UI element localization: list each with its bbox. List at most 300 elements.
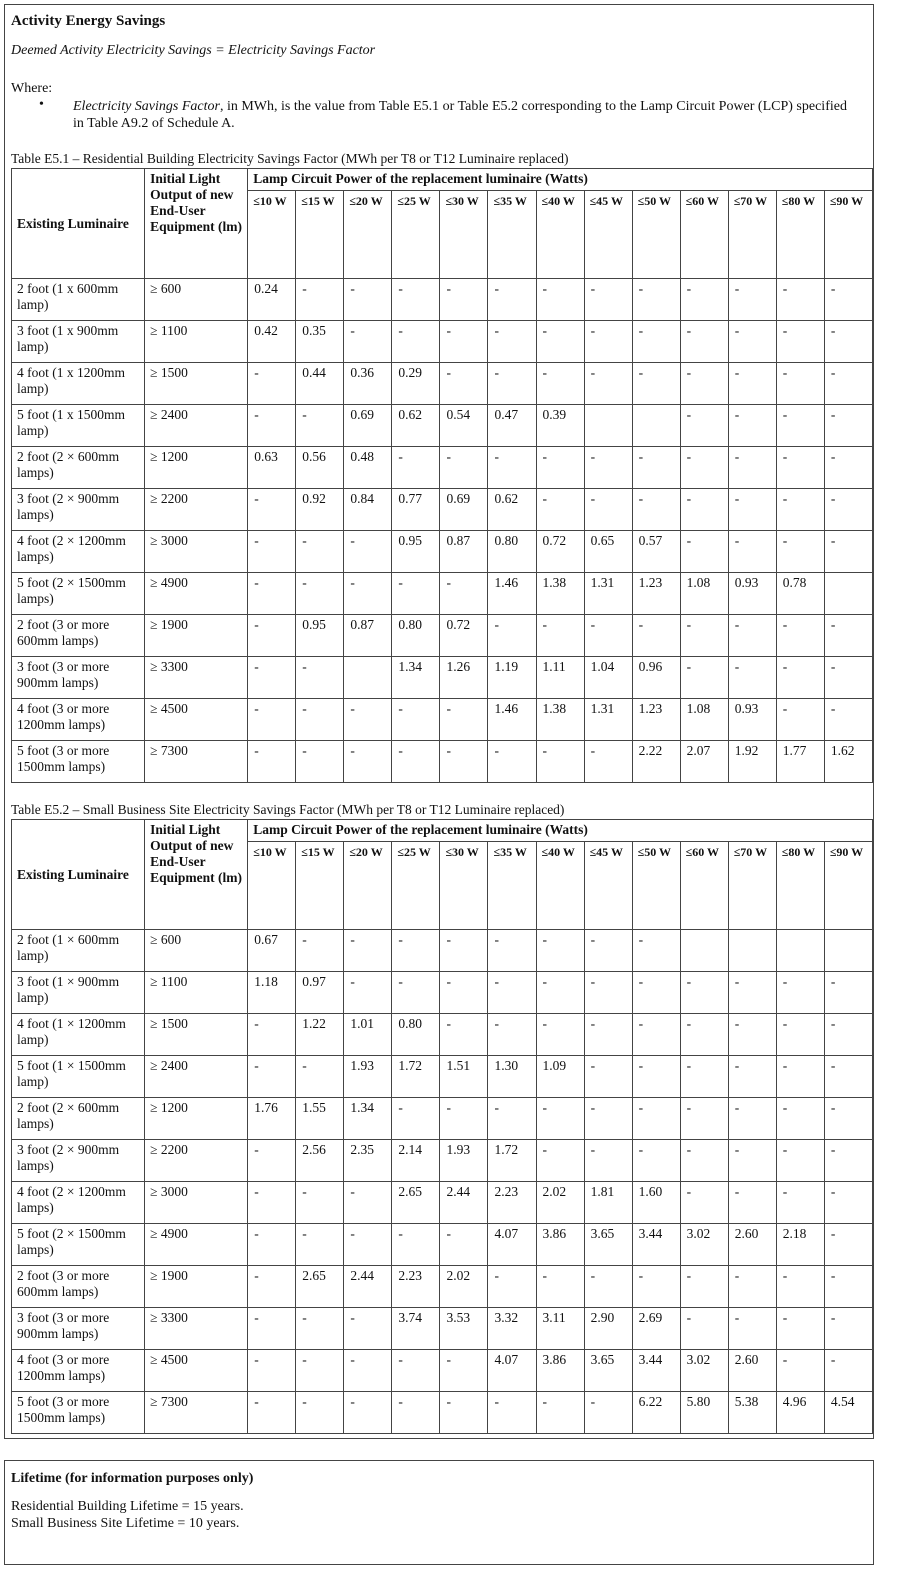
savings-factor-cell (344, 657, 392, 699)
initial-output-cell: ≥ 1200 (145, 447, 248, 489)
header-watt-bucket: ≤60 W (680, 191, 728, 279)
savings-factor-cell: - (248, 1224, 296, 1266)
initial-output-cell: ≥ 4500 (145, 699, 248, 741)
header-watt-bucket: ≤70 W (728, 191, 776, 279)
savings-factor-cell: - (296, 930, 344, 972)
savings-factor-cell: 3.02 (680, 1224, 728, 1266)
savings-factor-cell: - (680, 279, 728, 321)
savings-factor-cell: 0.77 (392, 489, 440, 531)
header-watt-bucket: ≤45 W (584, 191, 632, 279)
savings-factor-cell: - (584, 447, 632, 489)
savings-factor-cell: - (584, 279, 632, 321)
savings-factor-cell (680, 930, 728, 972)
savings-factor-cell: - (584, 615, 632, 657)
savings-factor-cell: - (776, 363, 824, 405)
savings-factor-cell: - (488, 279, 536, 321)
savings-factor-cell: 1.38 (536, 699, 584, 741)
table2-caption: Table E5.2 – Small Business Site Electricity Savings Factor (MWh per T8 or T12 Luminaire replaced) (11, 802, 565, 817)
savings-factor-cell: - (248, 1140, 296, 1182)
header-watt-bucket: ≤20 W (344, 842, 392, 930)
savings-factor-cell: - (632, 1266, 680, 1308)
savings-factor-cell (824, 573, 872, 615)
savings-factor-cell: - (392, 321, 440, 363)
table-row (12, 1140, 873, 1182)
savings-factor-cell: - (248, 1014, 296, 1056)
savings-factor-cell: 0.57 (632, 531, 680, 573)
savings-factor-cell: 1.31 (584, 699, 632, 741)
savings-factor-cell: 4.07 (488, 1350, 536, 1392)
savings-factor-cell: - (824, 1014, 872, 1056)
savings-factor-cell: 1.77 (776, 741, 824, 783)
savings-factor-cell: 0.96 (632, 657, 680, 699)
savings-factor-cell: - (680, 657, 728, 699)
savings-factor-cell: 2.69 (632, 1308, 680, 1350)
savings-factor-cell: - (776, 1308, 824, 1350)
savings-factor-cell: - (680, 615, 728, 657)
savings-factor-cell: - (296, 1182, 344, 1224)
savings-factor-cell: 1.72 (488, 1140, 536, 1182)
savings-factor-cell: 2.60 (728, 1224, 776, 1266)
savings-factor-cell: 1.72 (392, 1056, 440, 1098)
savings-factor-cell: - (584, 1392, 632, 1434)
savings-factor-cell: - (632, 930, 680, 972)
savings-factor-cell: - (296, 573, 344, 615)
savings-factor-cell: 3.74 (392, 1308, 440, 1350)
savings-factor-cell: 1.46 (488, 699, 536, 741)
savings-factor-cell: 0.69 (344, 405, 392, 447)
savings-factor-cell: - (632, 1140, 680, 1182)
savings-factor-cell: - (728, 1014, 776, 1056)
savings-factor-cell: 5.80 (680, 1392, 728, 1434)
savings-factor-cell: - (728, 405, 776, 447)
savings-factor-cell: - (440, 1224, 488, 1266)
savings-factor-cell: 0.69 (440, 489, 488, 531)
savings-factor-cell: - (728, 363, 776, 405)
savings-factor-cell: 3.44 (632, 1350, 680, 1392)
savings-factor-cell: - (392, 1392, 440, 1434)
table-row (12, 1350, 873, 1392)
savings-factor-cell: 2.18 (776, 1224, 824, 1266)
savings-factor-cell: - (296, 1350, 344, 1392)
savings-factor-cell: - (392, 1350, 440, 1392)
savings-factor-cell: 1.93 (344, 1056, 392, 1098)
initial-output-cell: ≥ 7300 (145, 741, 248, 783)
savings-factor-cell: 1.26 (440, 657, 488, 699)
table-row (12, 405, 873, 447)
table-row (12, 321, 873, 363)
savings-factor-cell: - (776, 657, 824, 699)
existing-luminaire-cell: 2 foot (3 or more 600mm lamps) (12, 615, 145, 657)
savings-factor-cell: - (536, 1098, 584, 1140)
savings-factor-cell: - (392, 972, 440, 1014)
existing-luminaire-cell: 5 foot (3 or more 1500mm lamps) (12, 1392, 145, 1434)
savings-factor-cell: 3.65 (584, 1350, 632, 1392)
header-watt-bucket: ≤25 W (392, 191, 440, 279)
savings-factor-cell: - (440, 363, 488, 405)
savings-factor-cell: - (776, 1098, 824, 1140)
savings-factor-cell: - (248, 741, 296, 783)
existing-luminaire-cell: 5 foot (1 × 1500mm lamp) (12, 1056, 145, 1098)
savings-factor-cell: - (728, 321, 776, 363)
savings-factor-cell: - (632, 615, 680, 657)
savings-factor-cell: 2.65 (296, 1266, 344, 1308)
savings-factor-cell: - (344, 1182, 392, 1224)
savings-factor-cell: - (536, 489, 584, 531)
savings-factor-cell: - (440, 699, 488, 741)
savings-factor-cell: 0.62 (488, 489, 536, 531)
header-watt-bucket: ≤10 W (248, 842, 296, 930)
savings-factor-cell: 1.46 (488, 573, 536, 615)
savings-factor-cell: 1.92 (728, 741, 776, 783)
savings-factor-cell: - (824, 279, 872, 321)
savings-factor-cell: - (728, 1266, 776, 1308)
savings-factor-cell: - (776, 489, 824, 531)
savings-factor-cell: 1.08 (680, 699, 728, 741)
savings-factor-cell: - (296, 1308, 344, 1350)
savings-factor-cell: - (296, 1224, 344, 1266)
header-watt-bucket: ≤10 W (248, 191, 296, 279)
savings-factor-cell: - (776, 1182, 824, 1224)
initial-output-cell: ≥ 3000 (145, 1182, 248, 1224)
header-watt-bucket: ≤80 W (776, 191, 824, 279)
initial-output-cell: ≥ 7300 (145, 1392, 248, 1434)
header-initial-light-output: Initial Light Output of new End-User Equipment (lm) (145, 169, 248, 279)
savings-factor-cell (584, 405, 632, 447)
savings-factor-cell: - (728, 1098, 776, 1140)
savings-factor-cell: - (296, 699, 344, 741)
savings-factor-cell: 1.51 (440, 1056, 488, 1098)
savings-factor-cell: - (248, 1056, 296, 1098)
savings-factor-cell (824, 930, 872, 972)
savings-factor-cell: - (776, 615, 824, 657)
savings-factor-cell: 0.95 (392, 531, 440, 573)
savings-factor-cell: - (728, 447, 776, 489)
existing-luminaire-cell: 5 foot (3 or more 1500mm lamps) (12, 741, 145, 783)
savings-factor-cell: 3.86 (536, 1350, 584, 1392)
table-row (12, 1224, 873, 1266)
savings-factor-cell: - (296, 1392, 344, 1434)
existing-luminaire-cell: 3 foot (1 x 900mm lamp) (12, 321, 145, 363)
savings-factor-cell: 1.62 (824, 741, 872, 783)
savings-factor-cell: - (392, 573, 440, 615)
existing-luminaire-cell: 4 foot (3 or more 1200mm lamps) (12, 699, 145, 741)
savings-factor-cell: - (584, 972, 632, 1014)
header-lamp-circuit-power: Lamp Circuit Power of the replacement luminaire (Watts) (248, 169, 873, 191)
savings-factor-cell: 0.87 (440, 531, 488, 573)
savings-factor-cell: 0.80 (488, 531, 536, 573)
savings-factor-cell: - (440, 1392, 488, 1434)
savings-factor-cell: 2.22 (632, 741, 680, 783)
savings-factor-cell: 2.90 (584, 1308, 632, 1350)
savings-factor-cell: - (680, 1266, 728, 1308)
savings-factor-cell: - (680, 1308, 728, 1350)
savings-factor-cell: - (488, 1014, 536, 1056)
savings-factor-cell: - (536, 741, 584, 783)
savings-factor-cell (776, 930, 824, 972)
savings-factor-cell: 0.44 (296, 363, 344, 405)
savings-factor-cell: - (248, 1308, 296, 1350)
table-row (12, 1392, 873, 1434)
savings-factor-cell: - (488, 930, 536, 972)
savings-factor-cell: 0.67 (248, 930, 296, 972)
savings-factor-cell: - (824, 972, 872, 1014)
savings-factor-cell: 0.62 (392, 405, 440, 447)
initial-output-cell: ≥ 4900 (145, 573, 248, 615)
initial-output-cell: ≥ 4900 (145, 1224, 248, 1266)
table-row (12, 1098, 873, 1140)
savings-factor-cell: - (584, 930, 632, 972)
existing-luminaire-cell: 2 foot (1 x 600mm lamp) (12, 279, 145, 321)
savings-factor-cell: 3.53 (440, 1308, 488, 1350)
savings-factor-cell: 0.39 (536, 405, 584, 447)
savings-factor-cell: - (536, 321, 584, 363)
savings-factor-cell: 1.01 (344, 1014, 392, 1056)
savings-factor-cell: - (680, 1014, 728, 1056)
savings-factor-cell: 0.78 (776, 573, 824, 615)
existing-luminaire-cell: 3 foot (2 × 900mm lamps) (12, 489, 145, 531)
table-row (12, 489, 873, 531)
header-initial-light-output: Initial Light Output of new End-User Equipment (lm) (145, 820, 248, 930)
initial-output-cell: ≥ 1900 (145, 615, 248, 657)
savings-factor-cell: - (728, 279, 776, 321)
table-row (12, 447, 873, 489)
initial-output-cell: ≥ 1500 (145, 363, 248, 405)
initial-output-cell: ≥ 1100 (145, 321, 248, 363)
header-watt-bucket: ≤90 W (824, 842, 872, 930)
savings-factor-cell: - (584, 1098, 632, 1140)
savings-factor-cell: 6.22 (632, 1392, 680, 1434)
header-watt-bucket: ≤25 W (392, 842, 440, 930)
savings-factor-cell: - (344, 1350, 392, 1392)
savings-factor-cell: - (248, 489, 296, 531)
savings-factor-cell: - (344, 531, 392, 573)
savings-factor-cell: 3.44 (632, 1224, 680, 1266)
savings-factor-cell: - (776, 1266, 824, 1308)
savings-factor-cell: 0.29 (392, 363, 440, 405)
savings-factor-cell: - (824, 531, 872, 573)
savings-factor-cell: - (728, 972, 776, 1014)
savings-factor-cell: - (392, 699, 440, 741)
savings-factor-cell: - (536, 447, 584, 489)
header-watt-bucket: ≤60 W (680, 842, 728, 930)
savings-factor-cell: - (632, 489, 680, 531)
savings-factor-cell: - (776, 1350, 824, 1392)
savings-factor-cell: 0.84 (344, 489, 392, 531)
savings-factor-cell: 0.72 (440, 615, 488, 657)
savings-factor-cell: - (440, 930, 488, 972)
savings-factor-cell: 0.87 (344, 615, 392, 657)
savings-factor-cell: - (728, 615, 776, 657)
savings-factor-cell: 2.44 (440, 1182, 488, 1224)
savings-factor-cell: 1.38 (536, 573, 584, 615)
header-watt-bucket: ≤80 W (776, 842, 824, 930)
savings-factor-cell: - (344, 741, 392, 783)
savings-factor-cell: - (488, 741, 536, 783)
header-watt-bucket: ≤35 W (488, 842, 536, 930)
initial-output-cell: ≥ 1500 (145, 1014, 248, 1056)
existing-luminaire-cell: 5 foot (1 x 1500mm lamp) (12, 405, 145, 447)
savings-factor-cell: - (728, 657, 776, 699)
savings-factor-cell: 0.48 (344, 447, 392, 489)
savings-factor-cell: - (680, 1140, 728, 1182)
savings-factor-cell: - (440, 1350, 488, 1392)
existing-luminaire-cell: 4 foot (1 × 1200mm lamp) (12, 1014, 145, 1056)
savings-factor-cell: 0.97 (296, 972, 344, 1014)
header-lamp-circuit-power: Lamp Circuit Power of the replacement luminaire (Watts) (248, 820, 873, 842)
existing-luminaire-cell: 5 foot (2 × 1500mm lamps) (12, 1224, 145, 1266)
savings-factor-cell: 0.95 (296, 615, 344, 657)
savings-factor-cell: - (824, 1182, 872, 1224)
savings-factor-cell: 0.72 (536, 531, 584, 573)
savings-factor-cell: - (248, 615, 296, 657)
savings-factor-cell: - (248, 657, 296, 699)
existing-luminaire-cell: 2 foot (1 × 600mm lamp) (12, 930, 145, 972)
lifetime-heading: Lifetime (for information purposes only) (11, 1471, 254, 1486)
header-watt-bucket: ≤70 W (728, 842, 776, 930)
small-business-savings-table (11, 819, 873, 1434)
savings-factor-cell: 0.24 (248, 279, 296, 321)
header-existing-luminaire: Existing Luminaire (12, 169, 145, 279)
header-watt-bucket: ≤30 W (440, 842, 488, 930)
savings-factor-cell: 2.44 (344, 1266, 392, 1308)
savings-factor-cell: - (584, 741, 632, 783)
existing-luminaire-cell: 4 foot (1 x 1200mm lamp) (12, 363, 145, 405)
savings-factor-cell: - (632, 1056, 680, 1098)
savings-factor-cell: - (776, 531, 824, 573)
savings-factor-cell: 2.60 (728, 1350, 776, 1392)
table-row (12, 1308, 873, 1350)
savings-factor-cell: - (632, 972, 680, 1014)
header-watt-bucket: ≤50 W (632, 842, 680, 930)
savings-factor-cell: 0.35 (296, 321, 344, 363)
savings-factor-cell: - (248, 699, 296, 741)
bullet-text (73, 98, 858, 132)
table-row (12, 1056, 873, 1098)
savings-factor-cell: - (776, 447, 824, 489)
savings-factor-cell: 4.07 (488, 1224, 536, 1266)
savings-factor-cell: - (536, 930, 584, 972)
table-row (12, 657, 873, 699)
savings-factor-cell: 0.80 (392, 1014, 440, 1056)
savings-factor-cell: - (728, 489, 776, 531)
header-watt-bucket: ≤35 W (488, 191, 536, 279)
existing-luminaire-cell: 4 foot (2 × 1200mm lamps) (12, 1182, 145, 1224)
table-row (12, 279, 873, 321)
savings-factor-cell: - (824, 1350, 872, 1392)
savings-factor-cell: - (824, 1056, 872, 1098)
table-row (12, 972, 873, 1014)
savings-factor-cell: 2.65 (392, 1182, 440, 1224)
savings-factor-cell: 1.23 (632, 699, 680, 741)
table-row (12, 1014, 873, 1056)
table-row (12, 699, 873, 741)
savings-factor-cell: - (248, 1266, 296, 1308)
savings-factor-cell: - (248, 573, 296, 615)
savings-factor-cell: - (488, 1098, 536, 1140)
savings-factor-cell: - (536, 972, 584, 1014)
savings-factor-cell: - (488, 972, 536, 1014)
table-row (12, 573, 873, 615)
savings-factor-cell: - (680, 405, 728, 447)
savings-factor-cell: - (296, 279, 344, 321)
savings-factor-cell: - (824, 405, 872, 447)
savings-factor-cell: 0.93 (728, 699, 776, 741)
savings-factor-cell: 1.60 (632, 1182, 680, 1224)
lifetime-box (4, 1460, 874, 1565)
table-row (12, 531, 873, 573)
savings-factor-cell: - (680, 531, 728, 573)
savings-factor-cell: - (824, 447, 872, 489)
savings-factor-cell: - (776, 321, 824, 363)
savings-factor-cell: - (824, 1224, 872, 1266)
savings-factor-cell: - (536, 1266, 584, 1308)
bullet-description: , in MWh, is the value from Table E5.1 or Table E5.2 corresponding to the Lamp Circuit Power (LCP) specified in Table A9.2 of Schedule A. (73, 99, 847, 131)
savings-factor-cell: 3.86 (536, 1224, 584, 1266)
savings-factor-cell: - (824, 1266, 872, 1308)
savings-factor-cell: - (344, 1308, 392, 1350)
savings-factor-cell: 2.23 (488, 1182, 536, 1224)
savings-factor-cell: - (392, 1224, 440, 1266)
savings-factor-cell: - (248, 1350, 296, 1392)
savings-factor-cell: 0.36 (344, 363, 392, 405)
table-header-row (12, 169, 873, 191)
table-header-row (12, 820, 873, 842)
savings-factor-cell: - (536, 1140, 584, 1182)
savings-factor-cell: 5.38 (728, 1392, 776, 1434)
initial-output-cell: ≥ 3300 (145, 1308, 248, 1350)
savings-factor-cell: - (584, 321, 632, 363)
savings-factor-cell: - (344, 321, 392, 363)
existing-luminaire-cell: 3 foot (3 or more 900mm lamps) (12, 1308, 145, 1350)
savings-factor-cell: - (440, 741, 488, 783)
table1-caption: Table E5.1 – Residential Building Electricity Savings Factor (MWh per T8 or T12 Luminaire replaced) (11, 151, 569, 166)
savings-factor-cell: - (824, 489, 872, 531)
savings-factor-cell: - (392, 279, 440, 321)
savings-factor-cell: 4.54 (824, 1392, 872, 1434)
header-watt-bucket: ≤50 W (632, 191, 680, 279)
savings-factor-cell: - (440, 447, 488, 489)
savings-factor-cell: - (488, 447, 536, 489)
savings-factor-cell: - (776, 405, 824, 447)
savings-factor-cell: - (488, 615, 536, 657)
savings-factor-cell: - (776, 279, 824, 321)
savings-factor-cell: - (632, 1014, 680, 1056)
savings-factor-cell: - (392, 741, 440, 783)
savings-factor-cell: 1.34 (392, 657, 440, 699)
header-watt-bucket: ≤15 W (296, 842, 344, 930)
savings-factor-cell: - (680, 321, 728, 363)
savings-factor-cell: 3.65 (584, 1224, 632, 1266)
savings-factor-cell: 1.30 (488, 1056, 536, 1098)
savings-factor-cell: 2.02 (536, 1182, 584, 1224)
savings-factor-cell: - (584, 489, 632, 531)
savings-factor-cell: - (824, 321, 872, 363)
savings-factor-cell: 0.56 (296, 447, 344, 489)
savings-factor-cell: - (488, 363, 536, 405)
savings-factor-cell: - (248, 405, 296, 447)
savings-factor-cell: - (296, 531, 344, 573)
savings-factor-cell: - (392, 930, 440, 972)
table-row (12, 1182, 873, 1224)
initial-output-cell: ≥ 3000 (145, 531, 248, 573)
savings-factor-cell: 0.42 (248, 321, 296, 363)
savings-factor-cell: 0.80 (392, 615, 440, 657)
savings-factor-cell: - (248, 363, 296, 405)
savings-factor-cell: - (584, 363, 632, 405)
savings-factor-cell: 0.47 (488, 405, 536, 447)
savings-factor-cell: - (824, 363, 872, 405)
savings-factor-cell: - (728, 1182, 776, 1224)
